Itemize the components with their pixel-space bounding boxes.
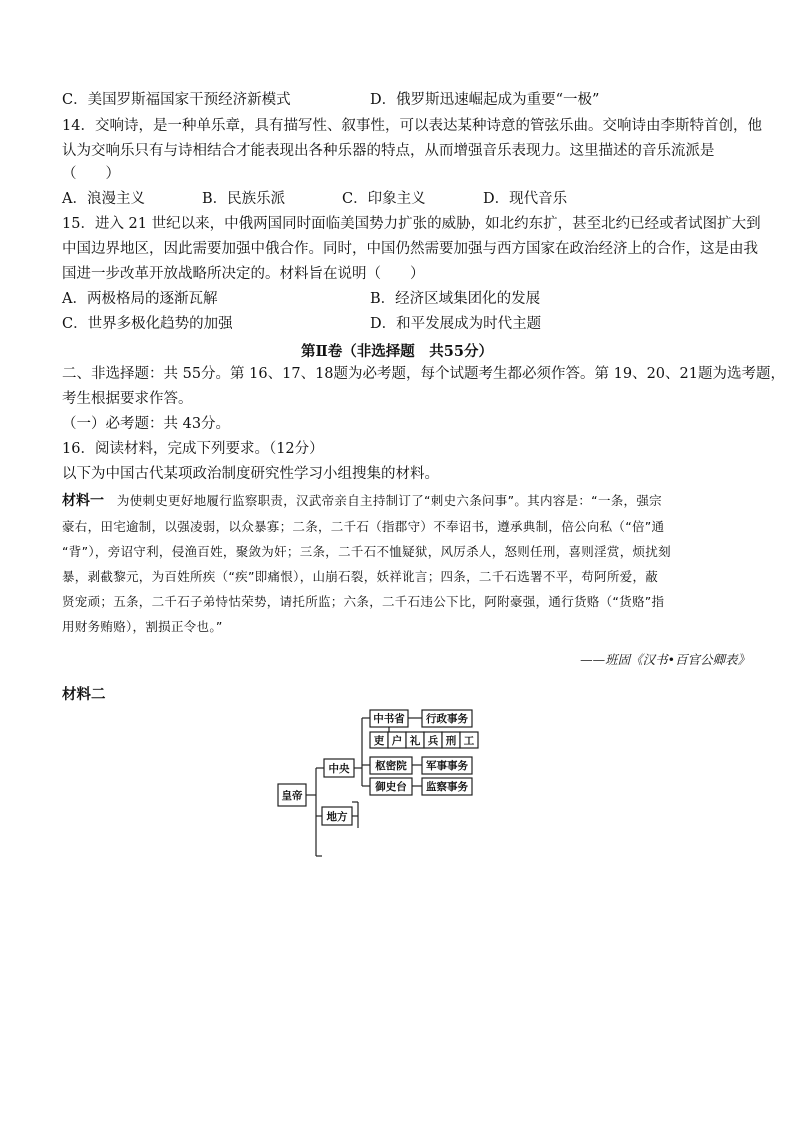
ministry-label: 工 [463, 735, 475, 747]
material-one-label: 材料一 [62, 493, 104, 509]
section-intro-line1: 二、非选择题：共 55分。第 16、17、18题为必考题，每个试题考生都必须作答。第 19、20、21题为选考题， [62, 366, 785, 382]
emperor-label: 皇帝 [281, 790, 303, 802]
yuan-official-system-diagram [270, 704, 530, 884]
q14-option-c: C．印象主义 [342, 191, 426, 207]
q14-option-d: D．现代音乐 [483, 191, 568, 207]
shumi-label: 枢密院 [375, 760, 407, 772]
q14-option-a: A．浪漫主义 [62, 191, 145, 207]
ministry-label: 兵 [427, 735, 439, 747]
material-one-line: 暴，剥截黎元，为百姓所疾（“疾”即痛恨），山崩石裂，妖祥讹言；四条，二千石选署不平，苟阿所爱，蔽 [62, 569, 659, 584]
q16-lead: 以下为中国古代某项政治制度研究性学习小组搜集的材料。 [62, 466, 439, 482]
q15-stem-line1: 15．进入 21 世纪以来，中俄两国同时面临美国势力扩张的威胁，如北约东扩，甚至北约已经或者试图扩大到 [62, 216, 761, 232]
q14-option-b: B．民族乐派 [202, 191, 286, 207]
supervision-label: 监察事务 [426, 781, 468, 793]
material-one-line: 为使刺史更好地履行监察职责，汉武帝亲自主持制订了“刺史六条问事”。其内容是：“一条，强宗 [116, 493, 662, 508]
q15-option-a: A．两极格局的逐渐瓦解 [62, 291, 218, 307]
ministry-label: 吏 [373, 735, 385, 747]
material-one-line: 贤宠顽；五条，二千石子弟恃怙荣势，请托所监；六条，二千石违公下比，阿附豪强，通行货赂（“货赂”指 [62, 594, 665, 609]
yushi-label: 御史台 [375, 781, 407, 793]
material-one-line: 用财务贿赂），割损正令也。” [62, 619, 223, 634]
q15-option-c: C．世界多极化趋势的加强 [62, 316, 233, 332]
q15-stem-line3: 国进一步改革开放战略所决定的。材料旨在说明（ ） [62, 266, 425, 282]
q15-stem-line2: 中国边界地区，因此需要加强中俄合作。同时，中国仍然需要加强与西方国家在政治经济上的合作，这是由我 [62, 241, 758, 257]
ministry-label: 礼 [409, 735, 421, 747]
section-intro-line2: 考生根据要求作答。 [62, 391, 193, 407]
zhongshu-label: 中书省 [373, 713, 405, 725]
ministry-label: 刑 [445, 735, 457, 747]
q15-option-b: B．经济区域集团化的发展 [370, 291, 541, 307]
admin-label: 行政事务 [426, 713, 468, 725]
ministry-label: 户 [391, 735, 403, 747]
material-one [62, 488, 738, 639]
material-one-line: “背”），旁诏守利，侵渔百姓，聚敛为奸；三条，二千石不恤疑狱，风厉杀人，怒则任刑，喜则淫赏，烦扰刻 [62, 544, 671, 559]
material-one-line: 豪右，田宅逾制，以强凌弱，以众暴寡；二条，二千石（指郡守）不奉诏书，遵承典制，倍公向私（“倍”通 [62, 519, 665, 534]
material-two-label: 材料二 [62, 686, 106, 703]
required-heading: （一）必考题：共 43分。 [62, 416, 231, 432]
q15-option-d: D．和平发展成为时代主题 [370, 316, 542, 332]
center-label: 中央 [328, 763, 350, 775]
q14-stem-line2: 认为交响乐只有与诗相结合才能表现出各种乐器的特点，从而增强音乐表现力。这里描述的音乐流派是 [62, 143, 715, 159]
local-label: 地方 [326, 811, 348, 823]
material-one-source: ——班固《汉书•百官公卿表》 [580, 652, 750, 667]
six-ministries [370, 732, 478, 748]
q13-option-c: C．美国罗斯福国家干预经济新模式 [62, 92, 291, 108]
q14-answer-paren: （ ） [62, 166, 120, 182]
military-label: 军事事务 [426, 760, 468, 772]
q13-option-d: D．俄罗斯迅速崛起成为重要“一极” [370, 92, 600, 108]
section-title: 第Ⅱ卷（非选择题 共55分） [301, 343, 493, 360]
q16-stem: 16．阅读材料，完成下列要求。（12分） [62, 441, 324, 457]
q14-stem-line1: 14．交响诗，是一种单乐章，具有描写性、叙事性，可以表达某种诗意的管弦乐曲。交响诗由李斯特首创，他 [62, 118, 762, 134]
